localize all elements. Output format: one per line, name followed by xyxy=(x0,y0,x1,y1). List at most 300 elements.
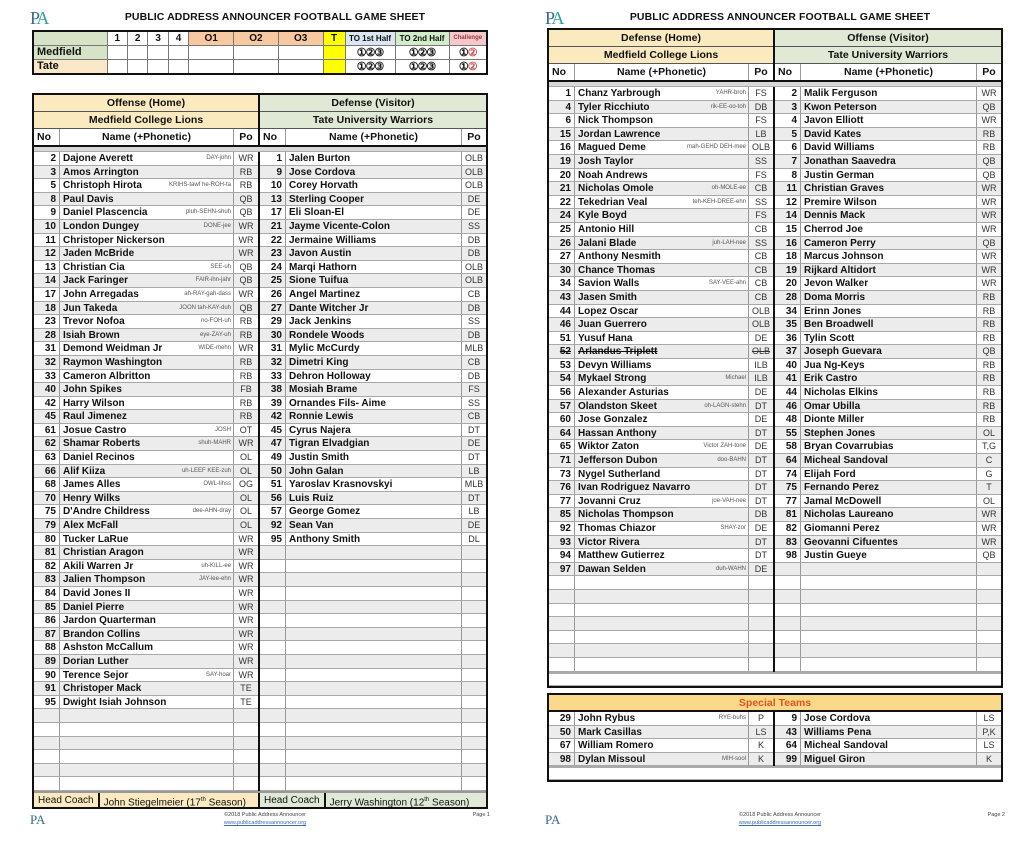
player-name-cell xyxy=(801,196,977,209)
table-row[interactable] xyxy=(260,777,486,791)
player-position: G xyxy=(985,468,993,479)
table-row[interactable] xyxy=(34,437,258,451)
table-row[interactable] xyxy=(549,454,773,468)
table-row[interactable] xyxy=(775,277,1001,291)
table-row[interactable] xyxy=(549,169,773,183)
table-row[interactable] xyxy=(260,614,486,628)
player-phonetic xyxy=(746,359,748,372)
player-position: RB xyxy=(982,387,996,398)
table-row[interactable] xyxy=(775,237,1001,251)
table-row[interactable] xyxy=(260,274,486,288)
table-row[interactable] xyxy=(34,179,258,193)
player-number: 18 xyxy=(775,250,801,263)
timeouts-2nd-half-home[interactable]: ①②③ xyxy=(395,45,449,59)
table-row[interactable] xyxy=(549,726,773,740)
table-row[interactable] xyxy=(260,641,486,655)
table-row[interactable] xyxy=(260,655,486,669)
pa-logo-icon: PA xyxy=(30,8,48,28)
website-link[interactable]: www.publicaddressannouncer.org xyxy=(223,820,307,826)
score-cell[interactable] xyxy=(148,45,168,59)
table-row[interactable] xyxy=(775,196,1001,210)
score-cell[interactable] xyxy=(168,45,188,59)
table-row[interactable] xyxy=(549,739,773,753)
table-row[interactable] xyxy=(549,372,773,386)
score-cell[interactable] xyxy=(127,45,147,59)
table-row[interactable] xyxy=(549,536,773,550)
table-row[interactable] xyxy=(260,370,486,384)
player-name: Savion Walls xyxy=(578,278,640,290)
table-row[interactable] xyxy=(34,709,258,723)
table-row[interactable] xyxy=(549,114,773,128)
table-row[interactable] xyxy=(34,560,258,574)
player-name: Anthony Smith xyxy=(289,533,361,545)
player-name: Trevor Nofoa xyxy=(63,316,125,328)
table-row[interactable] xyxy=(260,288,486,302)
player-number: 77 xyxy=(775,495,801,508)
table-row[interactable] xyxy=(775,712,1001,726)
table-row[interactable] xyxy=(260,152,486,166)
challenges-visitor[interactable] xyxy=(449,59,487,74)
table-row[interactable] xyxy=(34,519,258,533)
table-row[interactable] xyxy=(775,726,1001,740)
player-phonetic xyxy=(746,427,748,440)
table-row[interactable] xyxy=(549,563,773,577)
table-row[interactable] xyxy=(549,318,773,332)
timeouts-1st-half-visitor[interactable]: ①②③ xyxy=(345,59,395,74)
table-row[interactable] xyxy=(34,370,258,384)
table-row[interactable] xyxy=(260,478,486,492)
table-row[interactable] xyxy=(775,468,1001,482)
table-row[interactable] xyxy=(775,87,1001,101)
table-row[interactable] xyxy=(34,465,258,479)
table-row[interactable] xyxy=(260,206,486,220)
table-row[interactable] xyxy=(775,332,1001,346)
player-number xyxy=(775,644,801,657)
player-name-cell xyxy=(286,546,462,559)
player-phonetic: SEE-uh xyxy=(210,263,231,270)
timeouts-2nd-half-header: TO 2nd Half xyxy=(395,31,449,45)
table-row[interactable] xyxy=(34,288,258,302)
table-row[interactable] xyxy=(260,315,486,329)
player-name-cell xyxy=(286,179,462,192)
player-name-cell xyxy=(575,128,749,141)
table-row[interactable] xyxy=(549,386,773,400)
table-row[interactable] xyxy=(775,753,1001,767)
table-row[interactable] xyxy=(775,427,1001,441)
score-cell[interactable] xyxy=(148,59,168,74)
table-row[interactable] xyxy=(775,454,1001,468)
table-row[interactable] xyxy=(260,533,486,547)
table-row[interactable] xyxy=(34,750,258,764)
table-row[interactable] xyxy=(549,250,773,264)
table-row[interactable] xyxy=(260,764,486,778)
table-row[interactable] xyxy=(34,764,258,778)
table-row[interactable] xyxy=(34,478,258,492)
table-row[interactable] xyxy=(34,737,258,751)
table-row[interactable] xyxy=(260,179,486,193)
table-row[interactable] xyxy=(260,234,486,248)
table-row[interactable] xyxy=(775,400,1001,414)
table-row[interactable] xyxy=(775,182,1001,196)
table-row[interactable] xyxy=(34,302,258,316)
player-number: 86 xyxy=(34,614,60,627)
player-name: Javon Austin xyxy=(289,248,352,260)
table-row[interactable] xyxy=(34,274,258,288)
score-cell[interactable] xyxy=(189,59,234,74)
player-name: Dawan Selden xyxy=(578,563,646,575)
player-position: SS xyxy=(754,155,767,166)
table-row[interactable] xyxy=(775,739,1001,753)
table-row[interactable] xyxy=(34,356,258,370)
score-cell[interactable] xyxy=(278,59,323,74)
table-row[interactable] xyxy=(34,641,258,655)
table-row[interactable] xyxy=(775,250,1001,264)
table-row[interactable] xyxy=(549,101,773,115)
player-name: Tekedrian Veal xyxy=(578,196,648,208)
table-row[interactable] xyxy=(775,644,1001,658)
table-row[interactable] xyxy=(549,549,773,563)
player-phonetic xyxy=(231,628,233,641)
table-row[interactable] xyxy=(549,413,773,427)
player-name: Cameron Perry xyxy=(804,237,876,249)
player-position: C xyxy=(985,455,993,466)
player-phonetic xyxy=(974,631,976,644)
table-row[interactable] xyxy=(775,291,1001,305)
table-row[interactable] xyxy=(260,546,486,560)
table-row[interactable] xyxy=(260,709,486,723)
player-phonetic: rik-EE-oo-toh xyxy=(710,103,746,110)
table-row[interactable] xyxy=(34,696,258,710)
score-col-o3: O3 xyxy=(278,31,323,45)
table-row[interactable] xyxy=(549,658,773,672)
table-row[interactable] xyxy=(34,669,258,683)
table-row[interactable] xyxy=(549,427,773,441)
table-row[interactable] xyxy=(260,669,486,683)
player-name: Victor Rivera xyxy=(578,536,640,548)
player-name-cell xyxy=(60,492,234,505)
table-row[interactable] xyxy=(260,601,486,615)
table-row[interactable] xyxy=(260,505,486,519)
table-row[interactable] xyxy=(34,315,258,329)
table-row[interactable] xyxy=(775,631,1001,645)
table-row[interactable] xyxy=(549,590,773,604)
timeouts-1st-half-home[interactable]: ①②③ xyxy=(345,45,395,59)
player-phonetic xyxy=(974,644,976,657)
table-row[interactable] xyxy=(549,141,773,155)
table-row[interactable] xyxy=(549,440,773,454)
score-cell[interactable] xyxy=(234,59,279,74)
table-row[interactable] xyxy=(34,505,258,519)
table-row[interactable] xyxy=(34,573,258,587)
player-number: 54 xyxy=(549,372,575,385)
website-link[interactable]: www.publicaddressannouncer.org xyxy=(738,820,822,826)
player-number: 27 xyxy=(260,302,286,315)
timeouts-2nd-half-visitor[interactable]: ①②③ xyxy=(395,59,449,74)
table-row[interactable] xyxy=(549,753,773,767)
player-phonetic xyxy=(974,495,976,508)
table-row[interactable] xyxy=(34,152,258,166)
score-cell[interactable] xyxy=(107,59,127,74)
table-row[interactable] xyxy=(549,128,773,142)
player-name: Mykael Strong xyxy=(578,373,647,385)
player-position: OL xyxy=(982,427,995,438)
player-name-cell xyxy=(801,141,977,154)
table-row[interactable] xyxy=(775,522,1001,536)
player-phonetic xyxy=(746,128,748,141)
player-name: John Spikes xyxy=(63,384,122,396)
player-number: 64 xyxy=(775,454,801,467)
table-row[interactable] xyxy=(260,166,486,180)
player-number xyxy=(260,696,286,709)
player-number: 36 xyxy=(775,332,801,345)
table-row[interactable] xyxy=(260,519,486,533)
table-row[interactable] xyxy=(34,397,258,411)
player-phonetic xyxy=(231,451,233,464)
table-row[interactable] xyxy=(34,193,258,207)
player-number: 32 xyxy=(34,356,60,369)
defense-home-list xyxy=(549,87,775,672)
player-name: Nick Thompson xyxy=(578,115,654,127)
table-row[interactable] xyxy=(549,209,773,223)
table-row[interactable] xyxy=(775,604,1001,618)
table-row[interactable] xyxy=(775,169,1001,183)
player-name: Justin German xyxy=(804,169,875,181)
player-number: 9 xyxy=(260,166,286,179)
score-cell[interactable] xyxy=(234,45,279,59)
table-row[interactable] xyxy=(775,617,1001,631)
table-row[interactable] xyxy=(775,114,1001,128)
table-row[interactable] xyxy=(260,465,486,479)
table-row[interactable] xyxy=(260,193,486,207)
table-row[interactable] xyxy=(34,546,258,560)
table-row[interactable] xyxy=(775,101,1001,115)
player-phonetic xyxy=(459,546,461,559)
player-position: OLB xyxy=(464,166,483,177)
score-cell[interactable] xyxy=(168,59,188,74)
table-row[interactable] xyxy=(34,383,258,397)
table-row[interactable] xyxy=(775,128,1001,142)
table-row[interactable] xyxy=(260,437,486,451)
table-row[interactable] xyxy=(775,141,1001,155)
table-row[interactable] xyxy=(34,601,258,615)
table-row[interactable] xyxy=(775,305,1001,319)
player-number: 22 xyxy=(260,234,286,247)
table-row[interactable] xyxy=(775,576,1001,590)
table-row[interactable] xyxy=(34,220,258,234)
table-row[interactable] xyxy=(775,155,1001,169)
player-name: Anthony Nesmith xyxy=(578,251,661,263)
table-row[interactable] xyxy=(775,658,1001,672)
table-row[interactable] xyxy=(775,209,1001,223)
table-row[interactable] xyxy=(34,451,258,465)
table-row[interactable] xyxy=(260,302,486,316)
table-row[interactable] xyxy=(775,345,1001,359)
table-row[interactable] xyxy=(549,291,773,305)
table-row[interactable] xyxy=(260,410,486,424)
player-number: 27 xyxy=(549,250,575,263)
table-row[interactable] xyxy=(260,573,486,587)
table-row[interactable] xyxy=(260,356,486,370)
table-row[interactable] xyxy=(775,318,1001,332)
table-row[interactable] xyxy=(34,424,258,438)
table-row[interactable] xyxy=(775,223,1001,237)
player-name: David Kates xyxy=(804,128,862,140)
player-name: Jaden McBride xyxy=(63,248,135,260)
table-row[interactable] xyxy=(260,628,486,642)
player-number: 49 xyxy=(260,451,286,464)
table-row[interactable] xyxy=(775,508,1001,522)
table-row[interactable] xyxy=(34,329,258,343)
player-number: 11 xyxy=(775,182,801,195)
player-phonetic xyxy=(459,451,461,464)
table-row[interactable] xyxy=(549,155,773,169)
table-row[interactable] xyxy=(260,261,486,275)
table-row[interactable] xyxy=(34,682,258,696)
table-row[interactable] xyxy=(549,481,773,495)
player-number: 5 xyxy=(34,179,60,192)
table-row[interactable] xyxy=(549,182,773,196)
table-row[interactable] xyxy=(775,440,1001,454)
table-row[interactable] xyxy=(549,644,773,658)
table-row[interactable] xyxy=(34,628,258,642)
table-row[interactable] xyxy=(775,563,1001,577)
table-row[interactable] xyxy=(34,655,258,669)
table-row[interactable] xyxy=(260,397,486,411)
player-phonetic xyxy=(231,682,233,695)
table-row[interactable] xyxy=(260,560,486,574)
challenge-2[interactable]: ② xyxy=(467,60,477,73)
table-row[interactable] xyxy=(260,696,486,710)
player-position: FS xyxy=(755,88,767,98)
table-row[interactable] xyxy=(260,750,486,764)
player-name: Geovanni Cifuentes xyxy=(804,536,898,548)
player-name: Eli Sloan-El xyxy=(289,207,345,219)
player-name-cell xyxy=(801,440,977,453)
table-row[interactable] xyxy=(34,492,258,506)
table-row[interactable] xyxy=(549,576,773,590)
table-row[interactable] xyxy=(775,372,1001,386)
table-row[interactable] xyxy=(34,261,258,275)
table-row[interactable] xyxy=(549,631,773,645)
table-row[interactable] xyxy=(549,522,773,536)
score-cell[interactable] xyxy=(189,45,234,59)
player-name: Josh Taylor xyxy=(578,155,634,167)
table-row[interactable] xyxy=(549,508,773,522)
table-row[interactable] xyxy=(34,777,258,791)
table-row[interactable] xyxy=(549,495,773,509)
player-number xyxy=(260,723,286,736)
player-phonetic xyxy=(231,601,233,614)
player-phonetic xyxy=(231,764,233,777)
player-name: Alex McFall xyxy=(63,520,119,532)
table-row[interactable] xyxy=(260,220,486,234)
table-row[interactable] xyxy=(260,492,486,506)
player-position: WR xyxy=(238,560,254,571)
score-total-cell[interactable] xyxy=(323,45,345,59)
challenge-1[interactable]: ① xyxy=(458,46,468,59)
player-name-cell xyxy=(575,332,749,345)
score-col-total: T xyxy=(323,31,345,45)
player-phonetic: doo-BAHN xyxy=(717,457,746,464)
table-row[interactable] xyxy=(34,533,258,547)
table-row[interactable] xyxy=(34,410,258,424)
player-number: 8 xyxy=(34,193,60,206)
score-cell[interactable] xyxy=(278,45,323,59)
table-row[interactable] xyxy=(775,495,1001,509)
table-row[interactable] xyxy=(775,590,1001,604)
player-phonetic xyxy=(974,549,976,562)
score-total-cell[interactable] xyxy=(323,59,345,74)
table-row[interactable] xyxy=(775,481,1001,495)
table-row[interactable] xyxy=(549,277,773,291)
table-row[interactable] xyxy=(260,451,486,465)
challenge-2[interactable]: ② xyxy=(467,46,477,59)
table-row[interactable] xyxy=(549,712,773,726)
table-row[interactable] xyxy=(34,247,258,261)
table-row[interactable] xyxy=(775,413,1001,427)
table-row[interactable] xyxy=(34,723,258,737)
table-row[interactable] xyxy=(549,237,773,251)
table-row[interactable] xyxy=(549,264,773,278)
player-position: DE xyxy=(754,332,768,343)
score-cell[interactable] xyxy=(127,59,147,74)
challenge-1[interactable]: ① xyxy=(458,60,468,73)
table-row[interactable] xyxy=(260,723,486,737)
table-row[interactable] xyxy=(549,196,773,210)
table-row[interactable] xyxy=(34,587,258,601)
table-row[interactable] xyxy=(260,329,486,343)
challenges-home[interactable] xyxy=(449,45,487,59)
player-position: LB xyxy=(755,128,767,139)
table-row[interactable] xyxy=(775,536,1001,550)
table-row[interactable] xyxy=(260,342,486,356)
table-row[interactable] xyxy=(34,166,258,180)
table-row[interactable] xyxy=(775,359,1001,373)
player-name-cell xyxy=(801,209,977,222)
table-row[interactable] xyxy=(549,400,773,414)
table-row[interactable] xyxy=(34,206,258,220)
table-row[interactable] xyxy=(549,305,773,319)
table-row[interactable] xyxy=(549,617,773,631)
table-row[interactable] xyxy=(34,234,258,248)
table-row[interactable] xyxy=(775,386,1001,400)
table-row[interactable] xyxy=(549,604,773,618)
player-position xyxy=(462,560,486,573)
table-row[interactable] xyxy=(775,264,1001,278)
player-name: Noah Andrews xyxy=(578,169,648,181)
player-position: FB xyxy=(240,384,252,395)
table-row[interactable] xyxy=(549,223,773,237)
table-row[interactable] xyxy=(260,383,486,397)
player-number: 13 xyxy=(34,261,60,274)
table-row[interactable] xyxy=(260,682,486,696)
player-number: 75 xyxy=(34,505,60,518)
player-position: RB xyxy=(239,329,253,340)
table-row[interactable] xyxy=(260,737,486,751)
table-row[interactable] xyxy=(260,587,486,601)
table-row[interactable] xyxy=(549,468,773,482)
table-row[interactable] xyxy=(34,614,258,628)
table-row[interactable] xyxy=(549,87,773,101)
table-row[interactable] xyxy=(549,345,773,359)
table-row[interactable] xyxy=(549,332,773,346)
table-row[interactable] xyxy=(260,424,486,438)
table-row[interactable] xyxy=(260,247,486,261)
table-row[interactable] xyxy=(775,549,1001,563)
table-row[interactable] xyxy=(34,342,258,356)
table-row[interactable] xyxy=(549,359,773,373)
score-cell[interactable] xyxy=(107,45,127,59)
